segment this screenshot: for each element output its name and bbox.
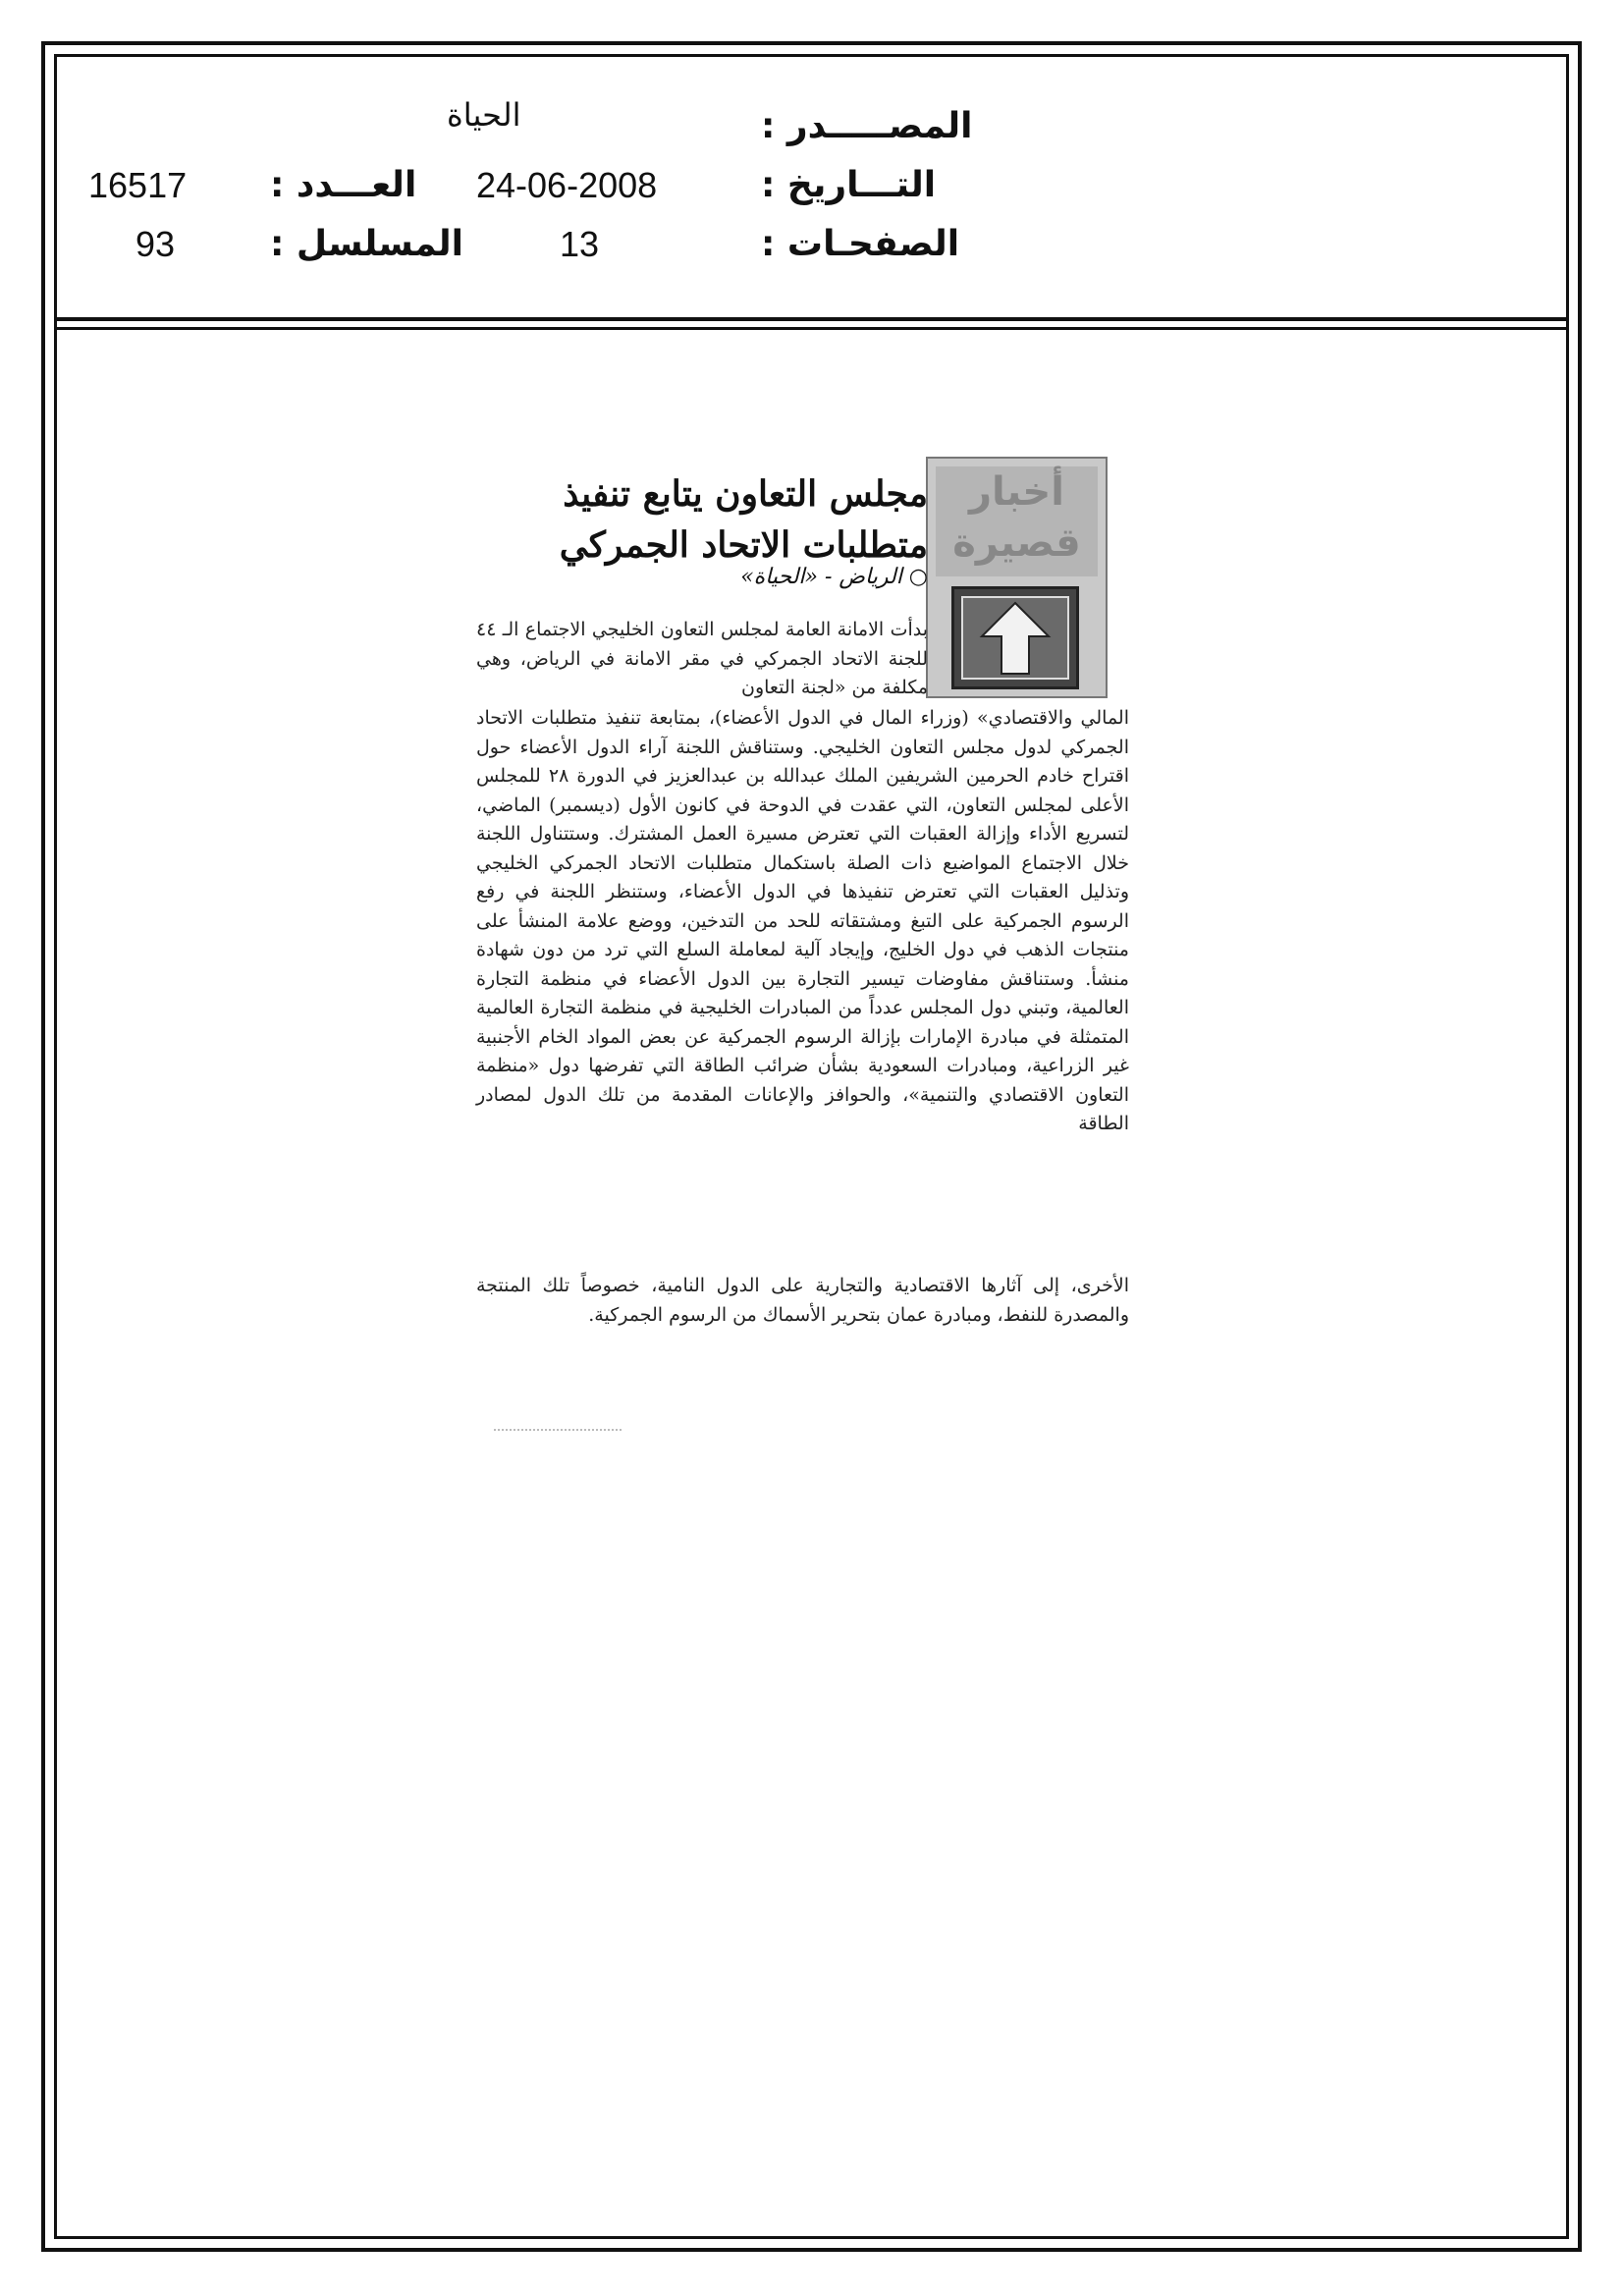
headline-line-1: مجلس التعاون يتابع تنفيذ (563, 473, 928, 515)
section-badge-label: أخبار قصيرة (936, 466, 1098, 576)
article-paragraph-2: المالي والاقتصادي» (وزراء المال في الدول الأعضاء)، بمتابعة تنفيذ متطلبات الاتحاد الجمركي لدول مجلس التعاون الخليجي. وستناقش اللجنة آراء الدول الأعضاء حول اقتراح خادم الحرمين الشريفين الملك عبدالله بن عبدالعزيز في الدورة ٢٨ للمجلس الأعلى لمجلس التعاون، التي عقدت في الدوحة في كانون الأول (ديسمبر) الماضي، لتسريع الأداء وإزالة العقبات التي تعترض مسيرة العمل المشترك. وستتناول اللجنة خلال الاجتماع المواضيع ذات الصلة باستكمال متطلبات الاتحاد الجمركي الخليجي وتذليل العقبات التي تعترض تنفيذها في الدول الأعضاء، وستنظر اللجنة في رفع الرسوم الجمركية على التبغ ومشتقاته للحد من التدخين، ووضع علامة المنشأ على منتجات الذهب في دول الخليج، وإيجاد آلية لمعاملة السلع التي ترد من دون شهادة منشأ. وستناقش مفاوضات تيسير التجارة بين الدول الأعضاء في منظمة التجارة العالمية، وتبني دول المجلس عدداً من المبادرات الخليجية في منظمة التجارة العالمية المتمثلة في مبادرة الإمارات بإزالة الرسوم الجمركية عن بعض المواد الخام الأجنبية غير الزراعية، ومبادرات السعودية بشأن ضرائب الطاقة التي تفرضها دول «منظمة التعاون الاقتصادي والتنمية»، والحوافز والإعانات المقدمة من تلك الدول لمصادر الطاقة (476, 707, 1129, 1134)
date-value: 24-06-2008 (476, 165, 658, 205)
article-paragraph-1: بدأت الامانة العامة لمجلس التعاون الخليجي الاجتماع الـ ٤٤ للجنة الاتحاد الجمركي في مقر الامانة في الرياض، وهي مكلفة من «لجنة التعاون (476, 619, 928, 698)
pages-value: 13 (560, 224, 600, 264)
date-label: التـــاريخ : (761, 165, 937, 205)
header-divider (54, 317, 1569, 321)
source-label: المصـــــدر : (761, 106, 973, 146)
article-paragraph-3: الأخرى، إلى آثارها الاقتصادية والتجارية على الدول النامية، خصوصاً تلك المنتجة والمصدرة للنفط، ومبادرة عمان بتحرير الأسماك من الرسوم الجمركية. (476, 1275, 1129, 1326)
headline-line-2: متطلبات الاتحاد الجمركي (559, 524, 928, 566)
source-value: الحياة (447, 96, 521, 134)
arrow-up-icon (951, 586, 1079, 689)
newspaper-clipping (476, 447, 1144, 1360)
article-headline (555, 468, 928, 571)
pages-label: الصفحـات : (761, 224, 960, 264)
scan-artifact-dots (494, 1429, 622, 1431)
header-divider-second (54, 327, 1569, 330)
issue-label: العـــدد : (270, 165, 417, 205)
section-badge (926, 457, 1108, 698)
serial-value: 93 (135, 224, 176, 264)
article-dateline: ○ الرياض - «الحياة» (740, 565, 928, 589)
issue-value: 16517 (88, 165, 188, 205)
serial-label: المسلسل : (270, 224, 464, 264)
